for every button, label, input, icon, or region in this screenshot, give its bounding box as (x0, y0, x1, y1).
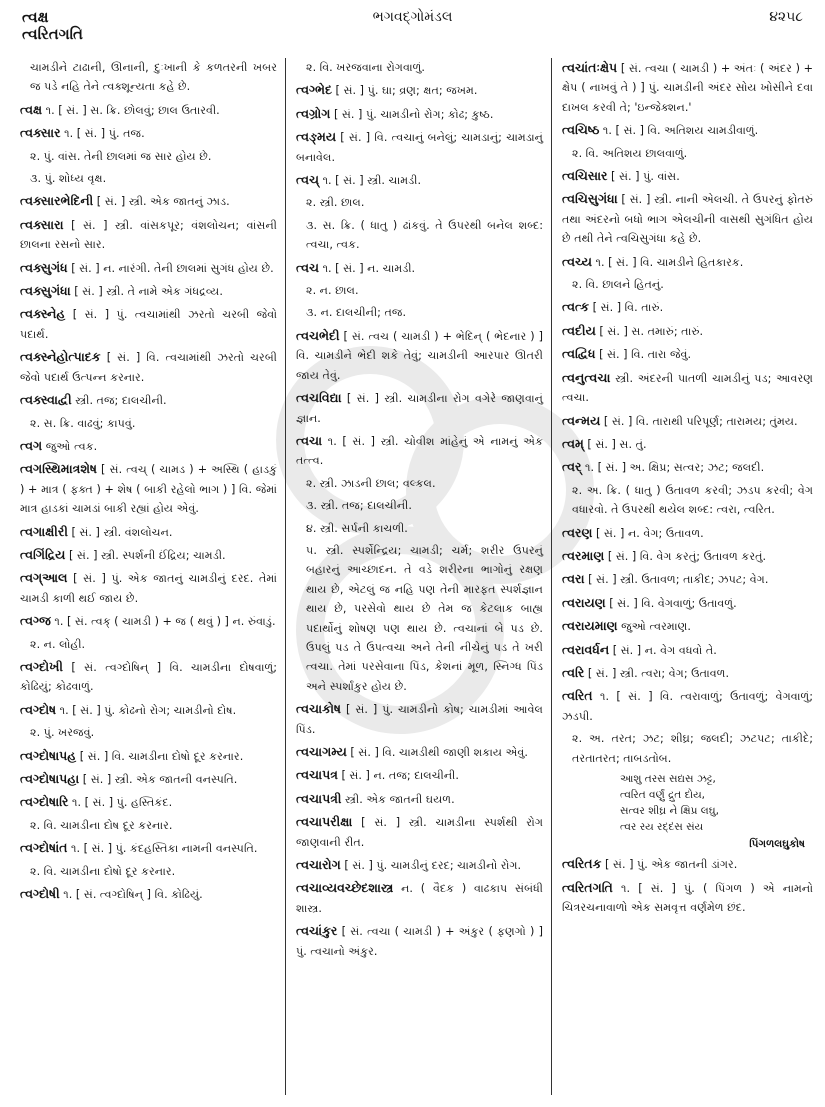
entry-sense (296, 303, 543, 322)
entry-sense (20, 169, 277, 188)
dictionary-entry (20, 436, 277, 456)
headword: ત્વક્સાર (20, 125, 61, 141)
headword: ત્વચભેદી (296, 327, 340, 343)
definition-text: ૧. [ સં. ] વિ. ત્વરાવાળું; ઉતાવળું; વેગવાળું; ઝડપી. (562, 690, 813, 723)
definition-text: ૨. સ. ક્રિ. વાઢવું; કાપવું. (30, 416, 136, 430)
headword: ત્વચાગમ્ય (296, 744, 347, 759)
definition-text: ૨. સ્ત્રી. છાલ. (306, 196, 365, 210)
verse-line: ત્વરિત વર્ણું દ્રુત દોય, (620, 789, 706, 801)
dictionary-entry (20, 347, 277, 387)
entry-sense (20, 58, 277, 97)
definition-text: સ્ત્રી. એક જાતની ઘયળ. (341, 792, 455, 806)
headword: ત્વચિસુગંધા (562, 191, 618, 207)
headword: ત્વગ્જ (20, 613, 51, 629)
definition-text: [ સં. ત્વચા ( ચામડી ) + અંકુર ( ફણગો ) ] પું. ત્વચાનો અંકુર. (296, 925, 543, 958)
dictionary-entry (562, 523, 813, 543)
headword: ત્વગ્દોખી (20, 658, 63, 674)
definition-text: [ સં. ] સ્ત્રી. વાંસકપૂર; વંશલોચન; વાંસની છાલના રસનો સાર. (20, 218, 277, 252)
headword: ત્વરિ (562, 664, 585, 680)
headword: ત્વરમાણ (562, 547, 605, 563)
dictionary-entry (562, 569, 813, 589)
definition-text: [ સં. ] ન. નારંગી. તેની છાલમાં સુગંધ હોય છે. (67, 261, 274, 275)
column-1 (20, 58, 286, 1095)
dictionary-entry (562, 189, 813, 248)
definition-text: ૧. [ સં. ] સ્ત્રી. ચામડી. (319, 174, 422, 188)
dictionary-entry (20, 746, 277, 766)
page-header (22, 8, 803, 48)
headword: ત્વનુત્વચા (562, 369, 611, 385)
headword: ત્વગ્દોષ (20, 701, 57, 717)
headword: ત્વચાંતઃક્ષેપ (562, 60, 618, 75)
dictionary-entry (20, 123, 277, 143)
definition-text: [ સં. ] સ્ત્રી. નાની એલચી. તે ઉપરનું ફોતરું તથા અંદરનો બધો ભાગ એલચીની વાસથી સુગંધિત હોય છે તથી તેને ત્વચિસુગંધા કહે છે. (562, 193, 813, 246)
dictionary-entry (296, 127, 543, 167)
headword: ત્વચાકોષ (296, 701, 342, 717)
dictionary-columns (20, 58, 813, 1095)
dictionary-entry (20, 657, 277, 697)
definition-text: ૧. [ સં. ] પું. કંદહસ્તિકા નામની વનસ્પતિ. (67, 842, 258, 856)
headword: ત્વક્ષ (20, 101, 43, 117)
dictionary-entry (562, 434, 813, 454)
definition-text: ૧. [ સં. ] પું. કોઢનો રોગ; ચામડીનો દોષ. (56, 703, 237, 717)
entry-sense (296, 281, 543, 300)
page-number: ૪૨૫૮ (769, 9, 803, 25)
entry-sense (562, 729, 813, 768)
definition-text: ૨. વિ. ચામડીના દોષ દૂર કરનાર. (30, 818, 173, 832)
dictionary-entry (20, 884, 277, 904)
entry-sense (20, 414, 277, 433)
headword: ત્વગ્દોષી (20, 886, 60, 902)
headword: ત્વચાપરીક્ષા (296, 814, 353, 830)
definition-text: [ સં. ] વિ. વેગવાળું; ઉતાવળું. (605, 596, 737, 610)
definition-text: સ્ત્રી. અંદરની પાતળી ચામડીનું પડ; આવરણ ત્વચા. (562, 371, 813, 405)
definition-text: ૩. પું. શોધ્ય વૃક્ષ. (30, 172, 107, 186)
headword: ત્વચ્ય (562, 253, 592, 269)
headword: ત્વચારોગ (296, 857, 341, 873)
entry-sense (296, 216, 543, 255)
headword: ત્વરિતક (562, 856, 602, 872)
definition-text: [ સં. ] સ્ત્રી. ત્વરા; વેગ; ઉતાવળ. (584, 666, 730, 680)
dictionary-entry (20, 100, 277, 120)
headword: ત્વમ્ (562, 435, 584, 451)
definition-text: [ સં. ] પું. એક જાતનું ચામડીનું દરદ. તેમાં ચામડી કાળી થઈ જાય છે. (20, 572, 277, 605)
dictionary-entry (296, 765, 543, 785)
dictionary-entry (20, 191, 277, 211)
headword: ત્વદ્વિધ (562, 346, 596, 362)
definition-text: સ્ત્રી. તજ; દાલચીની. (71, 394, 167, 408)
dictionary-entry (296, 388, 543, 428)
running-title: ભગવદ્ગોમંડલ (372, 9, 453, 25)
headword: ત્વક્સુગંધ (20, 259, 68, 275)
dictionary-entry (562, 546, 813, 566)
definition-text: ૨. વિ. ચામડીના દોષો દૂર કરનાર. (30, 864, 176, 878)
definition-text: ૩. સ્ત્રી. તજ; દાલચીની. (306, 499, 412, 513)
definition-text: [ સં. ત્વચ્ ( ચામડ ) + અસ્થિ ( હાડકું ) + માત્ર ( ફક્ત ) + શેષ ( બાકી રહેલો ભાગ ) ] વિ. જેમાં માત્ર હાડકાં ચામડાં બાકી રહ્યાં હોય એવું. (20, 463, 277, 516)
definition-text: ૧. [ સં. ત્વગ્દોષિન્ ] વિ. કોઢિયું. (59, 888, 203, 902)
dictionary-entry (562, 457, 813, 477)
headword: ત્વગ્દોષાંત (20, 840, 68, 856)
entry-sense (296, 193, 543, 212)
headword: ત્વગિંદ્રિય (20, 546, 66, 562)
definition-text: ૧. [ સં. ] સ્ત્રી. ચોવીશ માંહેનું એ નામનું એક તત્ત્વ. (296, 434, 543, 468)
entry-sense (562, 275, 813, 294)
headword: ત્વચાપત્રી (296, 790, 342, 806)
definition-text: ૧. [ સં. ] સ. ક્રિ. છોલવું; છાલ ઉતારવી. (42, 103, 220, 117)
dictionary-entry (20, 281, 277, 301)
entry-sense (296, 58, 543, 77)
definition-text: [ સં. ] વિ. વેગ કરતું; ઉતાવળ કરતું. (604, 549, 767, 563)
headword: ત્વક્સારા (20, 216, 64, 232)
dictionary-entry (20, 522, 277, 542)
dictionary-entry (20, 769, 277, 789)
definition-text: ૨. ન. લોહી. (30, 637, 86, 651)
definition-text: ૧. [ સં. ત્વક્ ( ચામડી ) + જ ( થવું ) ] ન. રુંવાડું. (50, 615, 276, 629)
dictionary-entry (20, 459, 277, 518)
entry-sense (296, 496, 543, 515)
entry-sense (562, 481, 813, 520)
dictionary-entry (296, 742, 543, 762)
definition-text: [ સં. ] સ્ત્રી. ઉતાવળ; તાકીદ; ઝપટ; વેગ. (584, 573, 769, 587)
headword: ત્વચિસાર (562, 168, 608, 184)
definition-text: જુઓ ત્વરમાણ. (617, 620, 691, 634)
definition-text: [ સં. ] પું. ત્વચામાંથી ઝરતો ચરબી જેવો પદાર્થ. (20, 308, 277, 341)
definition-text: [ સં. ] સ્ત્રી. ચામડીના સ્પર્શથી રોગ જાણવાની રીત. (296, 816, 543, 849)
verse-line: સત્વર શીઘ્ર ને ક્ષિપ્ર લઘુ, (620, 805, 719, 817)
headword: ત્વરાયણ (562, 594, 606, 610)
definition-text: [ સં. ] પું. ચામડીનું દરદ; ચામડીનો રોગ. (340, 859, 522, 873)
dictionary-entry (562, 297, 813, 317)
dictionary-entry (20, 838, 277, 858)
definition-text: [ સં. ] સ્ત્રી. એક જાતનું ઝાડ. (93, 195, 230, 209)
definition-text: [ સં. ] સ. તું. (583, 437, 647, 451)
definition-text: [ સં. ] ન. વેગ વધવો તે. (609, 643, 717, 657)
definition-text: ૨. પું. વાંસ. તેની છાલમાં જ સાર હોય છે. (30, 149, 212, 163)
headword: ત્વગ્રોગ (296, 105, 331, 121)
definition-text: ન. ( વૈદક ) વાઢકાપ સંબંધી શાસ્ત્ર. (296, 882, 543, 915)
definition-text: [ સં. ] પું. ચામડીનો રોગ; કોઢ; કુષ્ઠ. (330, 107, 494, 121)
dictionary-entry (562, 120, 813, 140)
verse-source: પિંગળલઘુકોષ (749, 838, 805, 850)
dictionary-entry (562, 663, 813, 683)
guide-word-last: ત્વરિતગતિ (22, 25, 83, 43)
definition-text: ૧. [ સં. ] પું. હસ્તિકંદ. (68, 796, 173, 810)
headword: ત્વગ્દોષાપહા (20, 771, 80, 786)
headword: ત્વરાયમાણ (562, 618, 618, 634)
definition-text: [ સં. ] સ્ત્રી. તે નામે એક ગંધદ્રવ્ય. (70, 285, 223, 299)
guide-word-first: ત્વક્ષ (22, 8, 49, 26)
headword: ત્વચવિદ્યા (296, 390, 342, 406)
definition-text: ૩. ન. દાલચીની; તજ. (306, 306, 407, 320)
headword: ત્વન્મય (562, 412, 601, 428)
definition-text: [ સં. ] વિ. ત્વચામાંથી ઝરતો ચરબી જેવો પદાર્થ ઉત્પન્ન કરનાર. (20, 351, 277, 384)
headword: ત્વદીય (562, 322, 596, 338)
headword: ત્વરિત (562, 688, 593, 704)
headword: ત્વગ્આલ (20, 570, 68, 586)
definition-text: ૨. વિ. છાલને હિતનું. (572, 278, 664, 292)
definition-text: [ સં. ત્વગ્દોષિન્ ] વિ. ચામડીના દોષવાળું; કોઢિયું; કોઢવાળું. (20, 660, 277, 694)
dictionary-entry (296, 789, 543, 809)
dictionary-entry (296, 699, 543, 739)
dictionary-entry (20, 215, 277, 255)
dictionary-entry (296, 258, 543, 278)
definition-text: [ સં. ] વિ. તારું. (589, 301, 664, 315)
definition-text: ૩. સ. ક્રિ. ( ધાતુ ) ઢાંકવું. તે ઉપરથી બનેલ શબ્દ: ત્વચા, ત્વક. (306, 218, 543, 252)
definition-text: ૫. સ્ત્રી. સ્પર્શેન્દ્રિય; ચામડી; ચર્મ; શરીર ઉપરનું બહારનું આચ્છાદન. તે વડે શરીરના ભાગોનું રક્ષણ થાય છે, એટલું જ નહિ પણ તેની મારફત સ્પર્શજ્ઞાન થાય છે, પરસેવો થાય છે તેમ જ કેટલાક બાહ્ય પદાર્થોનું શોષણ પણ થાય છે. ત્વચાનાં બે પડ છે. ઉપલું પડ તે ઉપત્વચા અને તેની નીચેનું પડ તે ખરી ત્વચા. તેમાં પરસેવાના પિંડ, કેશનાં મૂળ, સ્નિગ્ધ પિંડ અને સ્પર્શાંકુર હોય છે. (306, 543, 543, 693)
definition-text: [ સં. ] પું. વાંસ. (607, 170, 680, 184)
headword: ત્વચ (296, 259, 320, 275)
definition-text: [ સં. ] ન. તજ; દાલચીની. (337, 769, 459, 783)
dictionary-entry (562, 640, 813, 660)
definition-text: ૨. અ. તરત; ઝટ; શીઘ્ર; જલદી; ઝટપટ; તાકીદે; તરતાતરત; તાબડતોબ. (572, 732, 813, 765)
definition-text: ૨. પું. ખરજવું. (30, 726, 95, 740)
dictionary-entry (562, 878, 813, 918)
definition-text: [ સં. ] સ્ત્રી. વંશલોચન. (67, 525, 173, 539)
dictionary-entry (296, 170, 543, 190)
dictionary-entry (296, 80, 543, 100)
headword: ત્વચિષ્ઠ (562, 122, 600, 138)
headword: ત્વરા (562, 571, 585, 587)
headword: ત્વક્સુગંધા (20, 283, 71, 299)
dictionary-entry (562, 321, 813, 341)
definition-text: ૨. વિ. અતિશય છાલવાળું. (572, 146, 688, 160)
dictionary-entry (20, 258, 277, 278)
definition-text: [ સં. ] પું. ચામડીનો કોષ; ચામડીમાં આવેલ પિંડ. (296, 703, 543, 736)
dictionary-entry (20, 390, 277, 410)
definition-text: [ સં. ] વિ. ચામડીના દોષો દૂર કરનાર. (76, 749, 244, 763)
definition-text: [ સં. ] વિ. તારા જેવું. (595, 348, 692, 362)
headword: ત્વચ્ (296, 172, 320, 188)
dictionary-entry (20, 304, 277, 344)
definition-text: [ સં. ] વિ. તારાથી પરિપૂર્ણ; તારામય; તુંમય. (600, 414, 798, 428)
definition-text: [ સં. ] સ્ત્રી. ચામડીના રોગ વગેરે જાણવાનું જ્ઞાન. (296, 392, 543, 425)
headword: ત્વચાપત્ર (296, 767, 338, 783)
definition-text: ચામડીને ટાઢાની, ઊનાની, દુઃખાની કે કળતરની ખબર જ પડે નહિ તેને ત્વક્શૂન્યતા કહે છે. (30, 61, 277, 94)
column-2 (286, 58, 552, 1095)
dictionary-entry (562, 252, 813, 272)
definition-text: જુઓ ત્વક. (42, 439, 98, 453)
definition-text: ૧. [ સં. ] અ. ક્ષિપ્ર; સત્વર; ઝટ; જલદી. (581, 461, 765, 475)
dictionary-entry (20, 792, 277, 812)
definition-text: ૧. [ સં. ] ન. ચામડી. (319, 261, 416, 275)
dictionary-entry (562, 411, 813, 431)
dictionary-entry (296, 812, 543, 852)
dictionary-entry (562, 166, 813, 186)
definition-text: ૧. [ સં. ] પું. ( પિંગળ ) એ નામનો ચિત્રરચનાવાળો એક સમવૃત્ત વર્ણમેળ છંદ. (562, 881, 813, 915)
entry-sense (562, 144, 813, 163)
headword: ત્વચા (296, 432, 323, 448)
definition-text: ૨. વિ. ખરજવાના રોગવાળું. (306, 61, 425, 74)
headword: ત્વર્ (562, 459, 582, 475)
definition-text: ૧. [ સં. ] પું. તજ. (60, 127, 145, 141)
verse-line: ત્વર રય રદ્દંસ સંય (620, 821, 704, 833)
dictionary-entry (20, 700, 277, 720)
entry-sense (20, 723, 277, 742)
headword: ત્વત્ક (562, 299, 590, 315)
definition-text: [ સં. ત્વચા ( ચામડી ) + અંતઃ ( અંદર ) + ક્ષેપ ( નાખવું તે ) ] પું. ચામડીની અંદર સોય ખોસીને દવા દાખલ કરવી તે; 'ઇન્જેક્શન.' (562, 62, 813, 114)
headword: ત્વચાંકુર (296, 923, 338, 939)
headword: ત્વક્સ્નેહોત્પાદક (20, 349, 101, 365)
definition-text: ૨. સ્ત્રી. ઝાડની છાલ; વલ્કલ. (306, 476, 436, 490)
dictionary-entry (562, 368, 813, 408)
dictionary-entry (562, 58, 813, 117)
dictionary-entry (562, 616, 813, 636)
headword: ત્વક્સ્નેહ (20, 306, 66, 322)
dictionary-entry (20, 568, 277, 608)
definition-text: [ સં. ] પું. ઘા; વ્રણ; ક્ષત; જખમ. (332, 84, 478, 98)
entry-sense (296, 474, 543, 493)
entry-sense (20, 147, 277, 166)
headword: ત્વગ્દોષારિ (20, 794, 69, 810)
headword: ત્વરાવર્ધન (562, 641, 610, 657)
headword: ત્વક્સ્વાદ્વી (20, 392, 72, 408)
definition-text: [ સં. ] સ્ત્રી. એક જાતની વનસ્પતિ. (79, 773, 238, 786)
definition-text: [ સં. ] ન. વેગ; ઉતાવળ. (592, 526, 704, 540)
definition-text: ૧. [ સં. ] વિ. ચામડીને હિતકારક. (591, 255, 744, 269)
definition-text: [ સં. ત્વચ ( ચામડી ) + ભેદિન્ ( ભેદનાર ) ] વિ. ચામડીને ભેદી શકે તેવું; ચામડીની આરપાર ઊતરી જાય તેવું. (296, 329, 543, 382)
dictionary-entry (20, 545, 277, 565)
dictionary-entry (562, 854, 813, 874)
headword: ત્વગ્દોષાપહ (20, 747, 77, 763)
definition-text: ૨. ન. છાલ. (306, 284, 359, 298)
dictionary-entry (296, 921, 543, 961)
headword: ત્વચાવ્યવચ્છેદશાસ્ત્ર (296, 880, 394, 896)
entry-sense (296, 541, 543, 696)
definition-text: ૧. [ સં. ] વિ. અતિશય ચામડીવાળું. (599, 124, 759, 138)
dictionary-entry (296, 104, 543, 124)
headword: ત્વગાક્ષીરી (20, 523, 68, 539)
entry-sense (20, 862, 277, 881)
dictionary-entry (562, 686, 813, 726)
headword: ત્વરિતગતિ (562, 879, 613, 895)
definition-text: ૪. સ્ત્રી. સર્પની કાચળી. (306, 521, 408, 535)
dictionary-entry (296, 878, 543, 918)
definition-text: [ સં. ] પું. એક જાતની ડાંગર. (601, 858, 738, 872)
definition-text: ૨. અ. ક્રિ. ( ધાતુ ) ઉતાવળ કરવી; ઝડપ કરવી; વેગ વધારવો. તે ઉપરથી થયેલ શબ્દ: ત્વરા, ત્વરિત. (572, 483, 813, 517)
definition-text: [ સં. ] વિ. ચામડીથી જાણી શકાય એવું. (346, 746, 528, 759)
dictionary-entry (20, 611, 277, 631)
verse-line: આશુ તરસ સદ્યસ ઝટ્ટ, (620, 773, 716, 785)
headword: ત્વઙ્મય (296, 129, 337, 145)
entry-sense (20, 635, 277, 654)
definition-text: [ સં. ] સ્ત્રી. સ્પર્શની ઈંદ્રિય; ચામડી. (65, 548, 226, 562)
headword: ત્વક્સારભેદિની (20, 193, 94, 209)
verse-quote (562, 771, 813, 835)
dictionary-entry (296, 431, 543, 471)
headword: ત્વગ્ભેદ (296, 82, 332, 98)
column-3 (552, 58, 813, 1095)
headword: ત્વગસ્થિમાત્રશેષ (20, 461, 97, 477)
dictionary-entry (296, 855, 543, 875)
dictionary-entry (562, 593, 813, 613)
definition-text: [ સં. ] વિ. ત્વચાનું બનેલું; ચામડાનું; ચામડાનું બનાવેલ. (296, 131, 543, 164)
headword: ત્વરણ (562, 524, 593, 540)
entry-sense (20, 816, 277, 835)
dictionary-entry (296, 326, 543, 385)
headword: ત્વગ (20, 437, 43, 453)
dictionary-entry (562, 344, 813, 364)
entry-sense (296, 519, 543, 538)
definition-text: [ સં. ] સ. તમારું; તારું. (595, 324, 704, 338)
